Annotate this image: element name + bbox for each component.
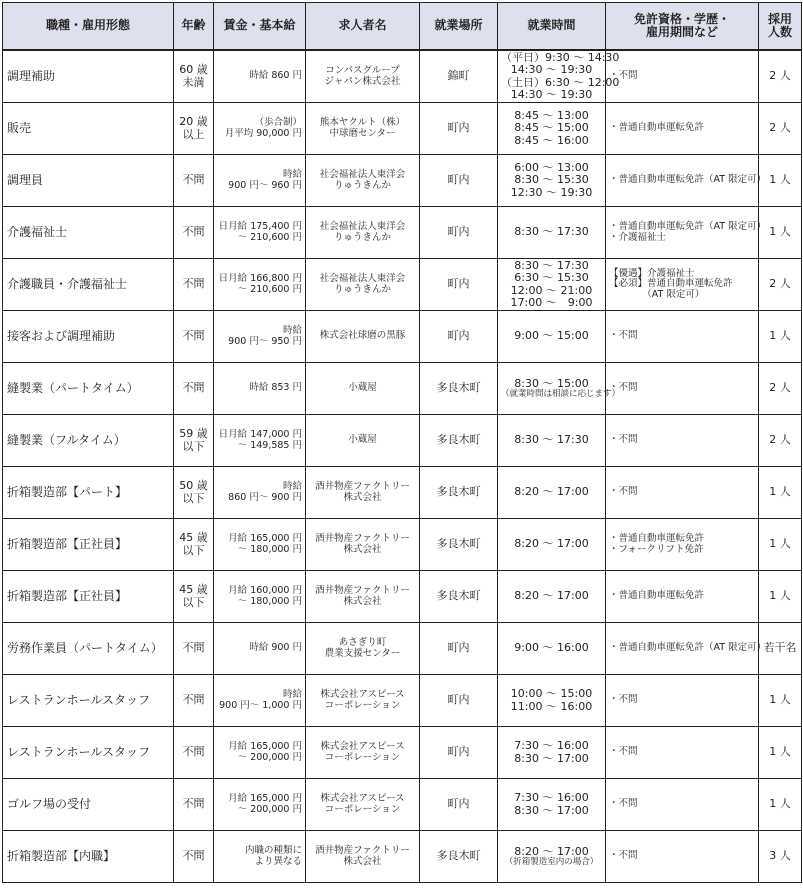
- location-cell: 多良木町: [420, 467, 498, 519]
- employer-cell: [306, 259, 420, 311]
- hours-line: 8:30 ～ 15:30: [514, 173, 589, 187]
- hours-cell: [498, 467, 606, 519]
- wage-line: 月給 165,000 円: [228, 792, 302, 804]
- license-line: ・不問: [609, 746, 638, 758]
- count-cell: 1 人: [759, 155, 802, 207]
- header-count-line: 採用: [767, 11, 792, 26]
- table-row: [3, 363, 802, 415]
- license-cell: [606, 831, 759, 883]
- employer-line: 社会福祉法人東洋会: [319, 220, 406, 232]
- age-cell: [174, 50, 214, 103]
- header-location: 就業場所: [420, 3, 498, 51]
- employer-line: りゅうきんか: [333, 283, 391, 295]
- employer-line: 熊本ヤクルト（株）: [319, 116, 406, 128]
- employer-line: 株式会社: [343, 543, 382, 555]
- age-cell: [174, 831, 214, 883]
- employer-cell: [306, 363, 420, 415]
- wage-cell: [214, 571, 306, 623]
- wage-cell: [214, 467, 306, 519]
- job-cell: 折箱製造部【内職】: [3, 831, 174, 883]
- table-row: [3, 727, 802, 779]
- hours-line: 8:30 ～ 17:00: [514, 803, 589, 817]
- hours-cell: [498, 675, 606, 727]
- age-line: 59 歳: [179, 427, 208, 441]
- employer-cell: [306, 467, 420, 519]
- wage-cell: [214, 415, 306, 467]
- employer-line: 社会福祉法人東洋会: [319, 168, 406, 180]
- location-cell: 町内: [420, 207, 498, 259]
- wage-cell: [214, 259, 306, 311]
- wage-line: 日月給 147,000 円: [218, 428, 302, 440]
- employer-cell: [306, 207, 420, 259]
- license-line: 【優遇】介護福祉士: [609, 267, 695, 279]
- age-cell: [174, 571, 214, 623]
- employer-cell: [306, 50, 420, 103]
- license-cell: [606, 259, 759, 311]
- wage-cell: [214, 363, 306, 415]
- license-line: ・普通自動車運転免許: [609, 590, 705, 602]
- job-cell: 折箱製造部【正社員】: [3, 519, 174, 571]
- hours-line: 14:30 ～ 19:30: [510, 63, 593, 77]
- hours-cell: [498, 623, 606, 675]
- hours-line: （折箱製造室内の場合）: [504, 856, 599, 867]
- employer-line: コーポレーション: [324, 751, 401, 763]
- hours-line: 8:30 ～ 17:30: [514, 225, 589, 239]
- license-line: ・不問: [609, 798, 638, 810]
- table-row: [3, 259, 802, 311]
- count-cell: 2 人: [759, 415, 802, 467]
- count-cell: 1 人: [759, 779, 802, 831]
- wage-cell: [214, 727, 306, 779]
- hours-cell: [498, 363, 621, 415]
- location-cell: 町内: [420, 623, 498, 675]
- table-row: [3, 571, 802, 623]
- count-cell: 若干名: [759, 623, 802, 675]
- age-cell: [174, 311, 214, 363]
- age-line: 不問: [182, 797, 205, 811]
- job-cell: 労務作業員（パートタイム）: [3, 623, 174, 675]
- age-line: 未満: [182, 75, 205, 89]
- header-employer: 求人者名: [306, 3, 420, 51]
- wage-line: 時給: [282, 480, 302, 492]
- table-body: [3, 50, 802, 883]
- age-cell: [174, 259, 214, 311]
- employer-line: 株式会社アスピース: [320, 688, 405, 700]
- employer-cell: [306, 727, 420, 779]
- age-cell: [174, 363, 214, 415]
- age-line: 不問: [182, 173, 205, 187]
- job-listing-table-container: [2, 2, 801, 883]
- age-cell: [174, 779, 214, 831]
- employer-cell: [306, 519, 420, 571]
- location-cell: 町内: [420, 675, 498, 727]
- license-cell: [606, 415, 759, 467]
- wage-cell: [214, 675, 306, 727]
- license-cell: [606, 727, 759, 779]
- license-line: ・普通自動車運転免許（AT 限定可）: [609, 642, 767, 654]
- job-cell: 縫製業（フルタイム）: [3, 415, 174, 467]
- employer-cell: [306, 571, 420, 623]
- job-cell: 折箱製造部【正社員】: [3, 571, 174, 623]
- count-cell: 2 人: [759, 363, 802, 415]
- count-cell: 1 人: [759, 675, 802, 727]
- count-cell: 1 人: [759, 311, 802, 363]
- hours-line: 6:30 ～ 15:30: [514, 271, 589, 285]
- job-cell: 販売: [3, 103, 174, 155]
- wage-cell: [214, 623, 306, 675]
- wage-line: 時給 900 円: [249, 642, 302, 654]
- count-cell: 1 人: [759, 727, 802, 779]
- employer-cell: [306, 675, 420, 727]
- header-license-line: 雇用期間など: [645, 25, 718, 39]
- license-line: ・普通自動車運転免許: [609, 532, 705, 544]
- hours-line: 8:45 ～ 15:00: [514, 121, 589, 135]
- hours-line: 11:00 ～ 16:00: [510, 699, 593, 713]
- hours-cell: [498, 311, 606, 363]
- wage-line: ～ 210,600 円: [237, 283, 302, 295]
- location-cell: 町内: [420, 727, 498, 779]
- wage-line: ～ 180,000 円: [237, 595, 302, 607]
- age-line: 60 歳: [179, 63, 208, 77]
- wage-line: 860 円～ 900 円: [228, 491, 302, 503]
- license-line: ・不問: [609, 382, 638, 394]
- license-cell: [606, 363, 759, 415]
- count-cell: 1 人: [759, 571, 802, 623]
- wage-line: ～ 180,000 円: [237, 543, 302, 555]
- table-row: [3, 207, 802, 259]
- location-cell: 町内: [420, 103, 498, 155]
- location-cell: 町内: [420, 259, 498, 311]
- age-line: 不問: [182, 381, 205, 395]
- license-cell: [606, 311, 759, 363]
- age-cell: [174, 467, 214, 519]
- hours-line: 8:20 ～ 17:00: [514, 589, 589, 603]
- job-cell: 折箱製造部【パート】: [3, 467, 174, 519]
- employer-cell: [306, 103, 420, 155]
- employer-line: 株式会社球磨の黒豚: [319, 330, 406, 342]
- hours-line: 9:00 ～ 16:00: [514, 641, 589, 655]
- wage-line: 月給 165,000 円: [228, 740, 302, 752]
- age-line: 以下: [182, 491, 205, 505]
- header-row: [3, 3, 802, 51]
- employer-line: あさぎり町: [338, 636, 387, 648]
- wage-cell: [214, 779, 306, 831]
- hours-line: 7:30 ～ 16:00: [514, 739, 589, 753]
- age-cell: [174, 727, 214, 779]
- age-line: 不問: [182, 277, 205, 291]
- job-cell: ゴルフ場の受付: [3, 779, 174, 831]
- job-cell: レストランホールスタッフ: [3, 675, 174, 727]
- employer-line: 株式会社: [343, 595, 382, 607]
- hours-line: 8:45 ～ 16:00: [514, 133, 589, 147]
- hours-cell: [498, 519, 606, 571]
- employer-line: 酒井物産ファクトリー: [315, 480, 410, 492]
- employer-line: りゅうきんか: [333, 231, 391, 243]
- job-cell: レストランホールスタッフ: [3, 727, 174, 779]
- license-line: ・普通自動車運転免許（AT 限定可）: [609, 174, 767, 186]
- location-cell: 多良木町: [420, 571, 498, 623]
- wage-cell: [214, 519, 306, 571]
- wage-line: 900 円～ 960 円: [228, 179, 302, 191]
- wage-line: 月給 160,000 円: [228, 584, 302, 596]
- count-cell: 1 人: [759, 207, 802, 259]
- header-job: 職種・雇用形態: [3, 3, 174, 51]
- license-line: ・不問: [609, 486, 638, 498]
- license-cell: [606, 103, 759, 155]
- age-line: 以下: [182, 543, 205, 557]
- age-line: 45 歳: [179, 531, 208, 545]
- wage-line: より異なる: [254, 855, 302, 867]
- table-row: [3, 467, 802, 519]
- hours-cell: [498, 207, 606, 259]
- table-row: [3, 103, 802, 155]
- employer-line: 株式会社アスピース: [320, 740, 405, 752]
- hours-line: 8:20 ～ 17:00: [514, 485, 589, 499]
- wage-line: ～ 210,600 円: [237, 231, 302, 243]
- count-cell: 1 人: [759, 519, 802, 571]
- license-cell: [606, 519, 759, 571]
- employer-line: コーポレーション: [324, 803, 401, 815]
- count-cell: 1 人: [759, 467, 802, 519]
- hours-line: 9:00 ～ 15:00: [514, 329, 589, 343]
- header-license: [606, 3, 759, 51]
- age-cell: [174, 675, 214, 727]
- wage-line: 時給: [282, 688, 302, 700]
- hours-cell: [498, 571, 606, 623]
- table-row: [3, 623, 802, 675]
- license-line: （AT 限定可）: [609, 288, 705, 300]
- job-cell: 介護職員・介護福祉士: [3, 259, 174, 311]
- table-row: [3, 311, 802, 363]
- age-line: 不問: [182, 641, 205, 655]
- hours-cell: [498, 259, 606, 311]
- job-cell: 介護福祉士: [3, 207, 174, 259]
- location-cell: 町内: [420, 155, 498, 207]
- employer-line: 酒井物産ファクトリー: [315, 584, 410, 596]
- table-row: [3, 519, 802, 571]
- hours-line: 8:20 ～ 17:00: [514, 537, 589, 551]
- wage-line: 時給: [282, 324, 302, 336]
- wage-cell: [214, 103, 306, 155]
- job-cell: 縫製業（パートタイム）: [3, 363, 174, 415]
- license-cell: [606, 50, 759, 103]
- age-line: 45 歳: [179, 583, 208, 597]
- employer-line: コーポレーション: [324, 699, 401, 711]
- hours-line: （土日）6:30 ～ 12:00: [501, 75, 620, 89]
- wage-line: 月給 165,000 円: [228, 532, 302, 544]
- hours-line: 8:45 ～ 13:00: [514, 109, 589, 123]
- hours-cell: [498, 103, 606, 155]
- job-cell: 接客および調理補助: [3, 311, 174, 363]
- license-cell: [606, 467, 759, 519]
- employer-line: 小蔵屋: [348, 382, 377, 394]
- hours-line: 6:00 ～ 13:00: [514, 161, 589, 175]
- location-cell: 錦町: [420, 50, 498, 103]
- employer-line: りゅうきんか: [333, 179, 391, 191]
- table-row: [3, 155, 802, 207]
- employer-line: 株式会社: [343, 855, 382, 867]
- wage-line: ～ 149,585 円: [237, 439, 302, 451]
- wage-cell: [214, 207, 306, 259]
- header-license-line: 免許資格・学歴・: [633, 11, 730, 26]
- hours-line: 8:30 ～ 15:00: [514, 376, 589, 390]
- license-cell: [606, 675, 759, 727]
- table-row: [3, 415, 802, 467]
- license-line: ・普通自動車運転免許（AT 限定可）: [609, 220, 767, 232]
- job-cell: 調理員: [3, 155, 174, 207]
- wage-line: （歩合制）: [254, 116, 302, 128]
- employer-line: 酒井物産ファクトリー: [315, 844, 410, 856]
- employer-cell: [306, 779, 420, 831]
- header-hours: 就業時間: [498, 3, 606, 51]
- license-cell: [606, 155, 767, 207]
- employer-cell: [306, 415, 420, 467]
- age-line: 以上: [182, 127, 205, 141]
- hours-cell: [498, 831, 606, 883]
- wage-line: 日月給 166,800 円: [218, 272, 302, 284]
- header-count: [759, 3, 802, 51]
- hours-line: 14:30 ～ 19:30: [510, 87, 593, 101]
- employer-cell: [306, 623, 420, 675]
- license-line: ・普通自動車運転免許: [609, 122, 705, 134]
- wage-line: ～ 200,000 円: [237, 803, 302, 815]
- header-age: 年齢: [174, 3, 214, 51]
- wage-line: ～ 200,000 円: [237, 751, 302, 763]
- table-row: [3, 831, 802, 883]
- table-row: [3, 675, 802, 727]
- age-line: 不問: [182, 693, 205, 707]
- employer-line: コンパスグループ: [325, 64, 400, 76]
- age-line: 不問: [182, 329, 205, 343]
- hours-cell: [498, 50, 620, 103]
- wage-line: 900 円～ 950 円: [228, 335, 302, 347]
- table-row: [3, 50, 802, 103]
- wage-line: 内職の種類に: [244, 844, 302, 856]
- hours-line: 8:20 ～ 17:00: [514, 844, 589, 858]
- age-line: 不問: [182, 849, 205, 863]
- header-count-line: 人数: [767, 25, 792, 39]
- hours-line: （就業時間は相談に応じます）: [501, 388, 621, 399]
- table-row: [3, 779, 802, 831]
- license-line: ・不問: [609, 70, 638, 82]
- hours-line: 10:00 ～ 15:00: [510, 687, 593, 701]
- hours-cell: [498, 155, 606, 207]
- hours-line: 7:30 ～ 16:00: [514, 791, 589, 805]
- age-line: 50 歳: [179, 479, 208, 493]
- wage-cell: [214, 311, 306, 363]
- location-cell: 多良木町: [420, 415, 498, 467]
- hours-line: 8:30 ～ 17:30: [514, 258, 589, 272]
- location-cell: 多良木町: [420, 519, 498, 571]
- wage-cell: [214, 155, 306, 207]
- age-cell: [174, 155, 214, 207]
- age-line: 以下: [182, 439, 205, 453]
- location-cell: 多良木町: [420, 363, 498, 415]
- wage-line: 日月給 175,400 円: [218, 220, 302, 232]
- location-cell: 多良木町: [420, 831, 498, 883]
- count-cell: 2 人: [759, 259, 802, 311]
- hours-cell: [498, 779, 606, 831]
- license-cell: [606, 623, 767, 675]
- hours-line: 17:00 ～ 9:00: [510, 295, 593, 309]
- age-cell: [174, 623, 214, 675]
- job-listing-table: [2, 2, 802, 883]
- wage-line: 時給 860 円: [249, 70, 302, 82]
- age-cell: [174, 415, 214, 467]
- employer-cell: [306, 311, 420, 363]
- age-cell: [174, 207, 214, 259]
- hours-cell: [498, 727, 606, 779]
- count-cell: 2 人: [759, 50, 802, 103]
- license-cell: [606, 779, 759, 831]
- employer-cell: [306, 155, 420, 207]
- wage-line: 月平均 90,000 円: [224, 127, 302, 139]
- employer-line: 株式会社アスピース: [320, 792, 405, 804]
- wage-cell: [214, 831, 306, 883]
- wage-cell: [214, 50, 306, 103]
- employer-line: 中球磨センター: [329, 127, 396, 139]
- age-cell: [174, 103, 214, 155]
- employer-line: 社会福祉法人東洋会: [319, 272, 406, 284]
- location-cell: 町内: [420, 311, 498, 363]
- hours-line: 12:30 ～ 19:30: [510, 185, 593, 199]
- wage-line: 900 円～ 1,000 円: [219, 699, 302, 711]
- age-cell: [174, 519, 214, 571]
- license-line: ・不問: [609, 434, 638, 446]
- employer-line: 株式会社: [343, 491, 382, 503]
- license-cell: [606, 571, 759, 623]
- hours-line: （平日）9:30 ～ 14:30: [501, 50, 620, 64]
- hours-cell: [498, 415, 606, 467]
- location-cell: 町内: [420, 779, 498, 831]
- license-line: ・不問: [609, 850, 638, 862]
- employer-line: 農業支援センター: [324, 647, 401, 659]
- header-wage: 賃金・基本給: [214, 3, 306, 51]
- hours-line: 8:30 ～ 17:00: [514, 751, 589, 765]
- job-cell: 調理補助: [3, 50, 174, 103]
- license-line: 【必須】普通自動車運転免許: [609, 278, 733, 290]
- age-line: 以下: [182, 595, 205, 609]
- wage-line: 時給 853 円: [249, 382, 302, 394]
- age-line: 20 歳: [179, 115, 208, 129]
- employer-line: 酒井物産ファクトリー: [315, 532, 410, 544]
- wage-line: 時給: [282, 168, 302, 180]
- hours-line: 8:30 ～ 17:30: [514, 433, 589, 447]
- license-line: ・不問: [609, 330, 638, 342]
- count-cell: 3 人: [759, 831, 802, 883]
- license-line: ・不問: [609, 694, 638, 706]
- license-line: ・介護福祉士: [609, 231, 667, 243]
- count-cell: 2 人: [759, 103, 802, 155]
- age-line: 不問: [182, 745, 205, 759]
- employer-line: 小蔵屋: [348, 434, 377, 446]
- license-cell: [606, 207, 767, 259]
- employer-cell: [306, 831, 420, 883]
- license-line: ・フォークリフト免許: [609, 543, 704, 555]
- employer-line: ジャパン株式会社: [324, 75, 401, 87]
- age-line: 不問: [182, 225, 205, 239]
- hours-line: 12:00 ～ 21:00: [510, 283, 593, 297]
